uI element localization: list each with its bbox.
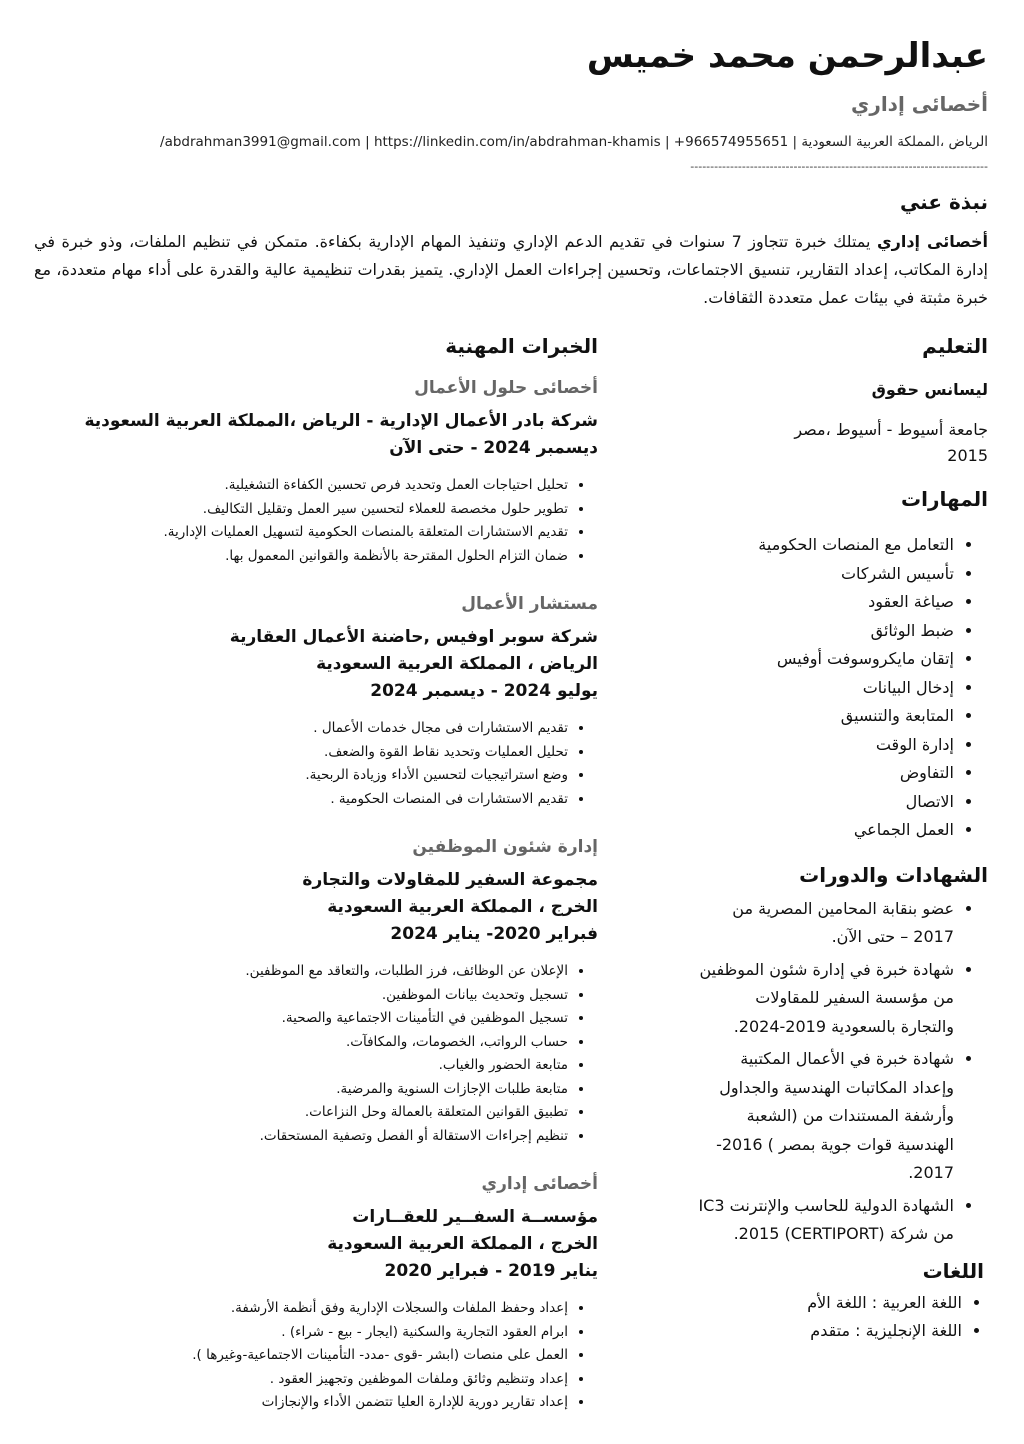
about-text [34,228,988,312]
skill-item: • المتابعة والتنسيق [698,702,954,731]
skill-item: • تأسيس الشركات [698,560,954,589]
certificate-item: • عضو بنقابة المحامين المصرية من 2017 – حتى الآن. [698,895,954,952]
job-bullet: • ضمان التزام الحلول المقترحة بالأنظمة والقوانين المعمول بها. [38,545,568,569]
certificates-list [698,895,988,1249]
job-entry [38,837,598,1148]
job-bullet: • تقديم الاستشارات فى مجال خدمات الأعمال . [38,717,568,741]
job-title: أخصائى إداري [481,1174,598,1194]
job-title: مستشار الأعمال [461,594,598,614]
job-bullet: • تحليل احتياجات العمل وتحديد فرص تحسين الكفاءة التشغيلية. [38,474,568,498]
job-entry [38,1174,598,1415]
job-company: الخرج ، المملكة العربية السعودية [327,897,598,917]
certificate-item: • شهادة خبرة في إدارة شئون الموظفين من مؤسسة السفير للمقاولات والتجارة بالسعودية 2019-2024. [698,956,954,1042]
certificate-item: • الشهادة الدولية للحاسب والإنترنت IC3 من شركة (CERTIPORT) 2015. [698,1192,954,1249]
experience-heading: الخبرات المهنية [445,334,598,358]
job-bullet: • متابعة الحضور والغياب. [38,1054,568,1078]
skill-item: • التعامل مع المنصات الحكومية [698,531,954,560]
job-bullet: • الإعلان عن الوظائف، فرز الطلبات، والتعاقد مع الموظفين. [38,960,568,984]
certificate-item: • شهادة خبرة في الأعمال المكتبية وإعداد المكاتبات الهندسية والجداول وأرشفة المستندات من (الشعبة الهندسية قوات جوية بمصر ) 2016-2017. [698,1045,954,1188]
job-bullet: • تقديم الاستشارات المتعلقة بالمنصات الحكومية لتسهيل العمليات الإدارية. [38,521,568,545]
job-company: مجموعة السفير للمقاولات والتجارة [302,870,598,890]
job-bullet: • تحليل العمليات وتحديد نقاط القوة والضعف. [38,741,568,765]
skill-item: • إدخال البيانات [698,674,954,703]
job-dates: ديسمبر 2024 - حتى الآن [389,438,598,458]
skill-item: • الاتصال [698,788,954,817]
skill-item: • صياغة العقود [698,588,954,617]
experience-column [38,334,598,1415]
about-lead: أخصائى إداري [876,232,989,251]
candidate-title: أخصائى إداري [850,92,988,116]
job-company: مؤسســة السفــير للعقــارات [352,1207,598,1227]
skill-item: • ضبط الوثائق [698,617,954,646]
job-bullet: • تقديم الاستشارات فى المنصات الحكومية . [38,788,568,812]
about-heading: نبذة عني [899,190,988,214]
language-item: • اللغة العربية : اللغة الأم [698,1289,962,1317]
certificates-heading: الشهادات والدورات [799,862,988,887]
job-bullet: • إعداد وحفظ الملفات والسجلات الإدارية وفق أنظمة الأرشفة. [38,1297,568,1321]
job-company: الخرج ، المملكة العربية السعودية [327,1234,598,1254]
job-bullet: • وضع استراتيجيات لتحسين الأداء وزيادة الربحية. [38,764,568,788]
job-entry [38,594,598,811]
skill-item: • إدارة الوقت [698,731,954,760]
job-dates: فبراير 2020- يناير 2024 [390,924,598,944]
right-column [698,334,988,1345]
header-divider: --------------------------------------------------------------------------- [690,160,988,173]
job-bullet: • العمل على منصات (ابشر -قوى -مدد- التأمينات الاجتماعية-وغيرها ). [38,1344,568,1368]
job-bullet: • إعداد تقارير دورية للإدارة العليا تتضمن الأداء والإنجازات [38,1391,568,1415]
education-heading: التعليم [922,334,988,358]
job-dates: يناير 2019 - فبراير 2020 [384,1261,598,1281]
job-entry [38,378,598,568]
job-bullets [38,474,598,568]
jobs-container [38,378,598,1415]
skill-item: • إتقان مايكروسوفت أوفيس [698,645,954,674]
job-title: أخصائى حلول الأعمال [414,378,598,398]
job-bullet: • تسجيل وتحديث بيانات الموظفين. [38,984,568,1008]
skill-item: • العمل الجماعي [698,816,954,845]
job-bullet: • تطبيق القوانين المتعلقة بالعمالة وحل النزاعات. [38,1101,568,1125]
education-university: جامعة أسيوط - أسيوط ،مصر [794,420,988,439]
languages-list [698,1289,988,1345]
job-company: شركة بادر الأعمال الإدارية - الرياض ،المملكة العربية السعودية [84,411,598,431]
language-item: • اللغة الإنجليزية : متقدم [698,1317,962,1345]
job-company: الرياض ، المملكة العربية السعودية [316,654,598,674]
job-bullet: • متابعة طلبات الإجازات السنوية والمرضية. [38,1078,568,1102]
skill-item: • التفاوض [698,759,954,788]
job-bullet: • تنظيم إجراءات الاستقالة أو الفصل وتصفية المستحقات. [38,1125,568,1149]
job-bullet: • إعداد وتنظيم وثائق وملفات الموظفين وتجهيز العقود . [38,1368,568,1392]
languages-heading: اللغات [922,1258,984,1283]
job-bullet: • حساب الرواتب، الخصومات، والمكافآت. [38,1031,568,1055]
contact-line: الرياض ،المملكة العربية السعودية | 966574955651+ | abdrahman3991@gmail.com | https://linkedin.com/in/abdrahman-khamis/ [160,134,988,150]
job-bullets [38,1297,598,1415]
job-title: إدارة شئون الموظفين [412,837,598,857]
candidate-name: عبدالرحمن محمد خميس [586,36,988,76]
job-bullets [38,717,598,811]
skills-heading: المهارات [901,487,988,511]
job-dates: يوليو 2024 - ديسمبر 2024 [370,681,598,701]
job-bullet: • تطوير حلول مخصصة للعملاء لتحسين سير العمل وتقليل التكاليف. [38,498,568,522]
education-year: 2015 [947,446,988,465]
education-degree: ليسانس حقوق [871,380,988,399]
job-company: شركة سوبر اوفيس ,حاضنة الأعمال العقارية [229,627,598,647]
skills-list [698,531,988,845]
job-bullets [38,960,598,1148]
about-body: يمتلك خبرة تتجاوز 7 سنوات في تقديم الدعم الإداري وتنفيذ المهام الإدارية بكفاءة. متمكن في تنظيم الملفات، وذو خبرة في إدارة المكاتب، إعداد التقارير، تنسيق الاجتماعات، وتحسين إجراءات العمل الإداري. يتميز بقدرات تنظيمية عالية والقدرة على أداء مهام متعددة، مع خبرة مثبتة في بيئات عمل متعددة الثقافات. [34,232,988,307]
job-bullet: • تسجيل الموظفين في التأمينات الاجتماعية والصحية. [38,1007,568,1031]
job-bullet: • ابرام العقود التجارية والسكنية (ايجار - بيع - شراء) . [38,1321,568,1345]
